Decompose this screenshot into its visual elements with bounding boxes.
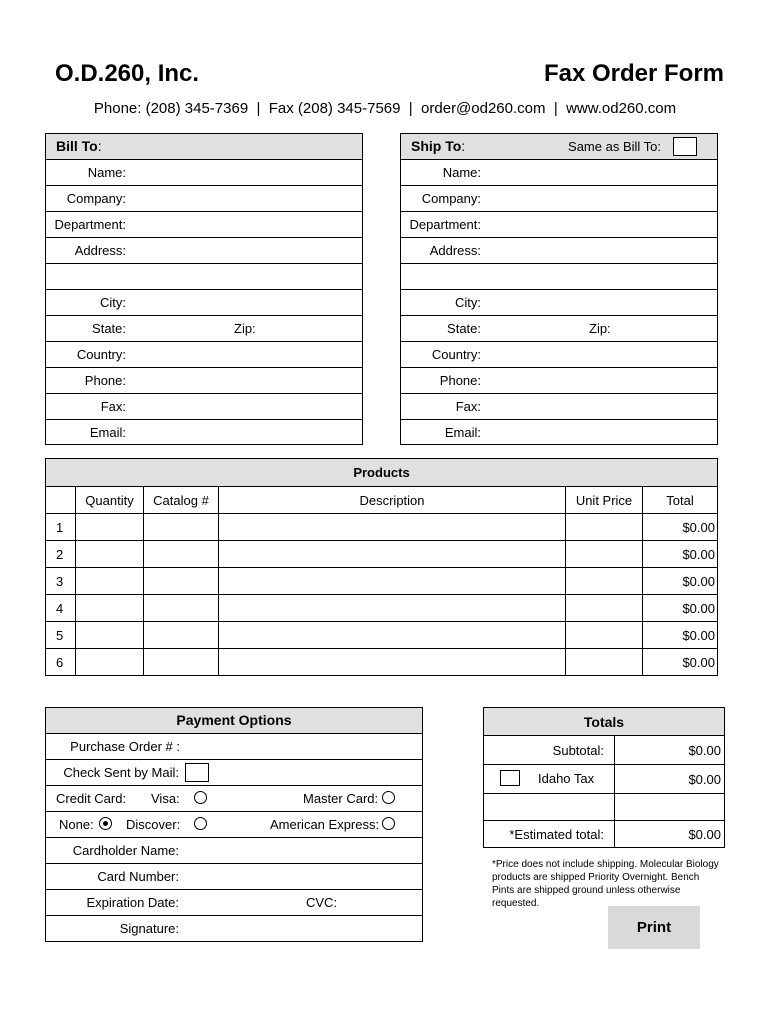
ship-city-field[interactable] (401, 290, 717, 316)
print-button[interactable]: Print (608, 906, 700, 949)
company-name: O.D.260, Inc. (55, 60, 200, 87)
bill-address-field[interactable] (46, 238, 362, 264)
blank-total-row (484, 794, 725, 821)
bill-address2-field[interactable] (46, 264, 362, 290)
bill-email-label: Email: (89, 425, 126, 440)
estimated-total-label: *Estimated total: (484, 821, 615, 848)
ship-phone-label: Phone: (439, 373, 481, 388)
totals-title: Totals (484, 708, 725, 736)
purchase-order-label: Purchase Order # : (70, 739, 180, 754)
discover-label: Discover: (126, 817, 181, 832)
ship-name-label: Name: (442, 165, 481, 180)
bill-to-header (46, 134, 362, 160)
form-title: Fax Order Form (543, 60, 724, 87)
row-number: 4 (46, 595, 76, 622)
ship-state-field[interactable] (401, 316, 717, 342)
credit-card-row (46, 786, 422, 812)
bill-country-field[interactable] (46, 342, 362, 368)
ship-phone-field[interactable] (401, 368, 717, 394)
row-number: 5 (46, 622, 76, 649)
bill-state-label: State: (92, 321, 126, 336)
total-cell: $0.00 (643, 514, 718, 541)
row-number-header (46, 487, 76, 514)
quantity-cell[interactable] (76, 595, 144, 622)
total-cell: $0.00 (643, 541, 718, 568)
check-mail-checkbox[interactable] (185, 763, 209, 782)
catalog-cell[interactable] (144, 568, 219, 595)
ship-to-section (400, 133, 718, 445)
row-number: 6 (46, 649, 76, 676)
unit-price-cell[interactable] (566, 649, 643, 676)
ship-fax-field[interactable] (401, 394, 717, 420)
master-card-label: Master Card: (303, 791, 379, 806)
expiration-field[interactable] (46, 890, 422, 916)
bill-phone-label: Phone: (84, 373, 126, 388)
row-number: 3 (46, 568, 76, 595)
ship-to-header (401, 134, 717, 160)
description-header: Description (219, 487, 566, 514)
bill-city-label: City: (100, 295, 126, 310)
master-card-radio[interactable] (382, 791, 395, 804)
ship-to-colon: : (461, 138, 466, 154)
subtotal-value: $0.00 (615, 736, 725, 765)
ship-city-label: City: (455, 295, 481, 310)
bill-name-field[interactable] (46, 160, 362, 186)
signature-field[interactable] (46, 916, 422, 942)
ship-address-label: Address: (429, 243, 481, 258)
idaho-tax-label: Idaho Tax (538, 771, 595, 786)
card-number-label: Card Number: (97, 869, 179, 884)
quantity-cell[interactable] (76, 541, 144, 568)
same-as-bill-checkbox[interactable] (673, 137, 697, 156)
row-number: 2 (46, 541, 76, 568)
description-cell[interactable] (219, 649, 566, 676)
bill-country-label: Country: (76, 347, 126, 362)
catalog-cell[interactable] (144, 622, 219, 649)
row-number: 1 (46, 514, 76, 541)
catalog-cell[interactable] (144, 541, 219, 568)
products-table (45, 458, 718, 676)
product-row (46, 514, 718, 541)
quantity-cell[interactable] (76, 649, 144, 676)
ship-state-label: State: (447, 321, 481, 336)
none-label: None: (59, 817, 94, 832)
bill-to-section (45, 133, 363, 445)
check-mail-row (46, 760, 422, 786)
bill-department-label: Department: (54, 217, 126, 232)
check-mail-label: Check Sent by Mail: (63, 765, 179, 780)
bill-fax-label: Fax: (100, 399, 126, 414)
none-discover-row (46, 812, 422, 838)
expiration-label: Expiration Date: (86, 895, 179, 910)
bill-fax-field[interactable] (46, 394, 362, 420)
estimated-total-row (484, 821, 725, 848)
ship-country-field[interactable] (401, 342, 717, 368)
products-title: Products (46, 459, 718, 487)
none-radio[interactable] (99, 817, 112, 830)
idaho-tax-row (484, 765, 725, 794)
product-row (46, 622, 718, 649)
payment-options-title: Payment Options (46, 708, 422, 734)
blank-cell (484, 794, 615, 821)
blank-cell (615, 794, 725, 821)
product-row (46, 568, 718, 595)
ship-zip-label: Zip: (589, 321, 611, 336)
ship-email-label: Email: (444, 425, 481, 440)
cardholder-label: Cardholder Name: (72, 843, 179, 858)
unit-price-cell[interactable] (566, 514, 643, 541)
subtotal-label: Subtotal: (484, 736, 615, 765)
total-cell: $0.00 (643, 595, 718, 622)
visa-label: Visa: (151, 791, 180, 806)
bill-city-field[interactable] (46, 290, 362, 316)
discover-radio[interactable] (194, 817, 207, 830)
catalog-cell[interactable] (144, 595, 219, 622)
bill-zip-label: Zip: (234, 321, 256, 336)
same-as-bill-label: Same as Bill To: (568, 139, 661, 154)
description-cell[interactable] (219, 595, 566, 622)
unit-price-cell[interactable] (566, 541, 643, 568)
description-cell[interactable] (219, 541, 566, 568)
ship-to-title: Ship To (411, 138, 462, 154)
totals-table (483, 707, 725, 848)
amex-radio[interactable] (382, 817, 395, 830)
total-cell: $0.00 (643, 568, 718, 595)
quantity-cell[interactable] (76, 568, 144, 595)
unit-price-cell[interactable] (566, 622, 643, 649)
amex-label: American Express: (270, 817, 380, 832)
subtotal-row (484, 736, 725, 765)
ship-company-label: Company: (421, 191, 481, 206)
catalog-cell[interactable] (144, 649, 219, 676)
ship-email-field[interactable] (401, 420, 717, 446)
bill-to-title: Bill To (56, 138, 98, 154)
payment-options-section (45, 707, 423, 942)
bill-name-label: Name: (87, 165, 126, 180)
description-cell[interactable] (219, 514, 566, 541)
ship-department-field[interactable] (401, 212, 717, 238)
total-header: Total (643, 487, 718, 514)
idaho-tax-value: $0.00 (615, 765, 725, 794)
ship-department-label: Department: (409, 217, 481, 232)
cardholder-field[interactable] (46, 838, 422, 864)
purchase-order-field[interactable] (46, 734, 422, 760)
signature-label: Signature: (119, 921, 179, 936)
cvc-label: CVC: (306, 895, 338, 910)
ship-name-field[interactable] (401, 160, 717, 186)
visa-radio[interactable] (194, 791, 207, 804)
catalog-cell[interactable] (144, 514, 219, 541)
ship-country-label: Country: (431, 347, 481, 362)
bill-to-colon: : (97, 138, 102, 154)
bill-company-field[interactable] (46, 186, 362, 212)
estimated-total-value: $0.00 (615, 821, 725, 848)
product-row (46, 541, 718, 568)
unit-price-cell[interactable] (566, 568, 643, 595)
quantity-cell[interactable] (76, 514, 144, 541)
unit-price-header: Unit Price (566, 487, 643, 514)
bill-department-field[interactable] (46, 212, 362, 238)
bill-address-label: Address: (74, 243, 126, 258)
ship-fax-label: Fax: (455, 399, 481, 414)
bill-company-label: Company: (66, 191, 126, 206)
shipping-note: *Price does not include shipping. Molecular Biology products are shipped Priority Overnight. Bench Pints are shipped ground unless otherwise requested. (492, 859, 719, 909)
quantity-header: Quantity (76, 487, 144, 514)
total-cell: $0.00 (643, 649, 718, 676)
unit-price-cell[interactable] (566, 595, 643, 622)
idaho-tax-checkbox[interactable] (500, 770, 520, 786)
contact-line: Phone: (208) 345-7369 | Fax (208) 345-7569 | order@od260.com | www.od260.com (93, 100, 677, 117)
bill-phone-field[interactable] (46, 368, 362, 394)
description-cell[interactable] (219, 568, 566, 595)
ship-company-field[interactable] (401, 186, 717, 212)
credit-card-label: Credit Card: (56, 791, 127, 806)
total-cell: $0.00 (643, 622, 718, 649)
quantity-cell[interactable] (76, 622, 144, 649)
card-number-field[interactable] (46, 864, 422, 890)
bill-state-field[interactable] (46, 316, 362, 342)
product-row (46, 649, 718, 676)
ship-address2-field[interactable] (401, 264, 717, 290)
ship-address-field[interactable] (401, 238, 717, 264)
bill-email-field[interactable] (46, 420, 362, 446)
catalog-header: Catalog # (144, 487, 219, 514)
description-cell[interactable] (219, 622, 566, 649)
product-row (46, 595, 718, 622)
